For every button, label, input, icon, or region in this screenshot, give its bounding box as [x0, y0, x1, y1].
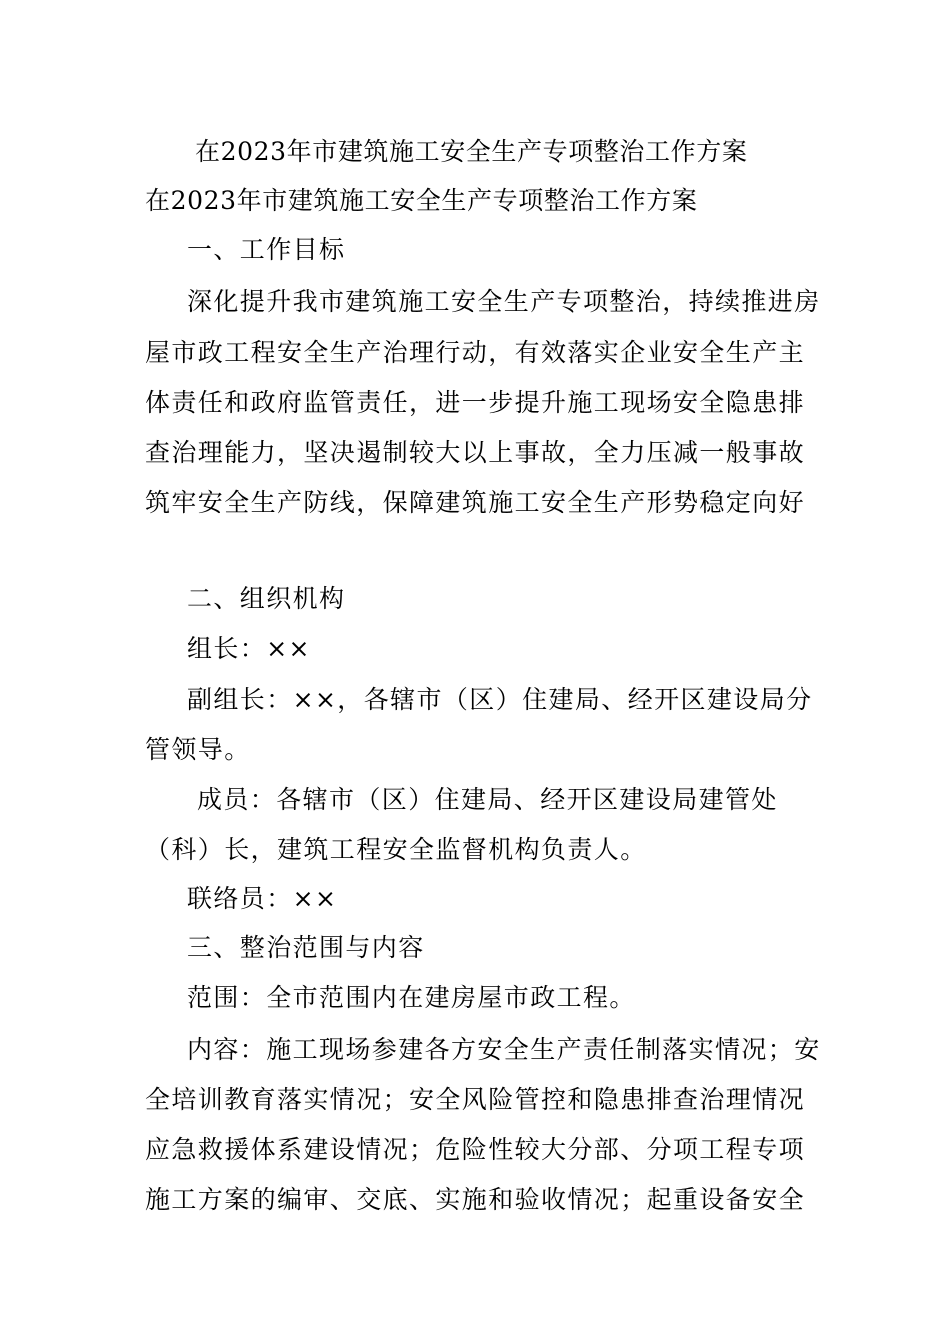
section-heading-scope: 三、整治范围与内容: [187, 933, 425, 962]
leader-line: 组长：××: [187, 634, 311, 663]
content-line: 全培训教育落实情况；安全风险管控和隐患排查治理情况: [145, 1085, 806, 1114]
content-line: 内容：施工现场参建各方安全生产责任制落实情况；安: [187, 1035, 821, 1064]
paragraph-line: 屋市政工程安全生产治理行动，有效落实企业安全生产主: [145, 338, 806, 367]
liaison-line: 联络员：××: [187, 884, 338, 913]
scope-line: 范围：全市范围内在建房屋市政工程。: [187, 983, 636, 1012]
document-title: 在2023年市建筑施工安全生产专项整治工作方案: [195, 137, 748, 166]
paragraph-line: 深化提升我市建筑施工安全生产专项整治，持续推进房: [187, 287, 821, 316]
members-line: （科）长，建筑工程安全监督机构负责人。: [145, 835, 647, 864]
paragraph-line: 查治理能力，坚决遏制较大以上事故，全力压减一般事故: [145, 438, 806, 467]
content-line: 应急救援体系建设情况；危险性较大分部、分项工程专项: [145, 1135, 806, 1164]
paragraph-line: 筑牢安全生产防线，保障建筑施工安全生产形势稳定向好: [145, 488, 806, 517]
section-heading-organization: 二、组织机构: [187, 584, 346, 613]
content-line: 施工方案的编审、交底、实施和验收情况；起重设备安全: [145, 1185, 806, 1214]
section-heading-goals: 一、工作目标: [187, 235, 346, 264]
members-line: 成员：各辖市（区）住建局、经开区建设局建管处: [197, 785, 778, 814]
paragraph-line: 体责任和政府监管责任，进一步提升施工现场安全隐患排: [145, 388, 806, 417]
deputy-line: 副组长：××，各辖市（区）住建局、经开区建设局分: [187, 685, 813, 714]
document-title-repeat: 在2023年市建筑施工安全生产专项整治工作方案: [145, 186, 698, 215]
deputy-line: 管领导。: [145, 735, 251, 764]
